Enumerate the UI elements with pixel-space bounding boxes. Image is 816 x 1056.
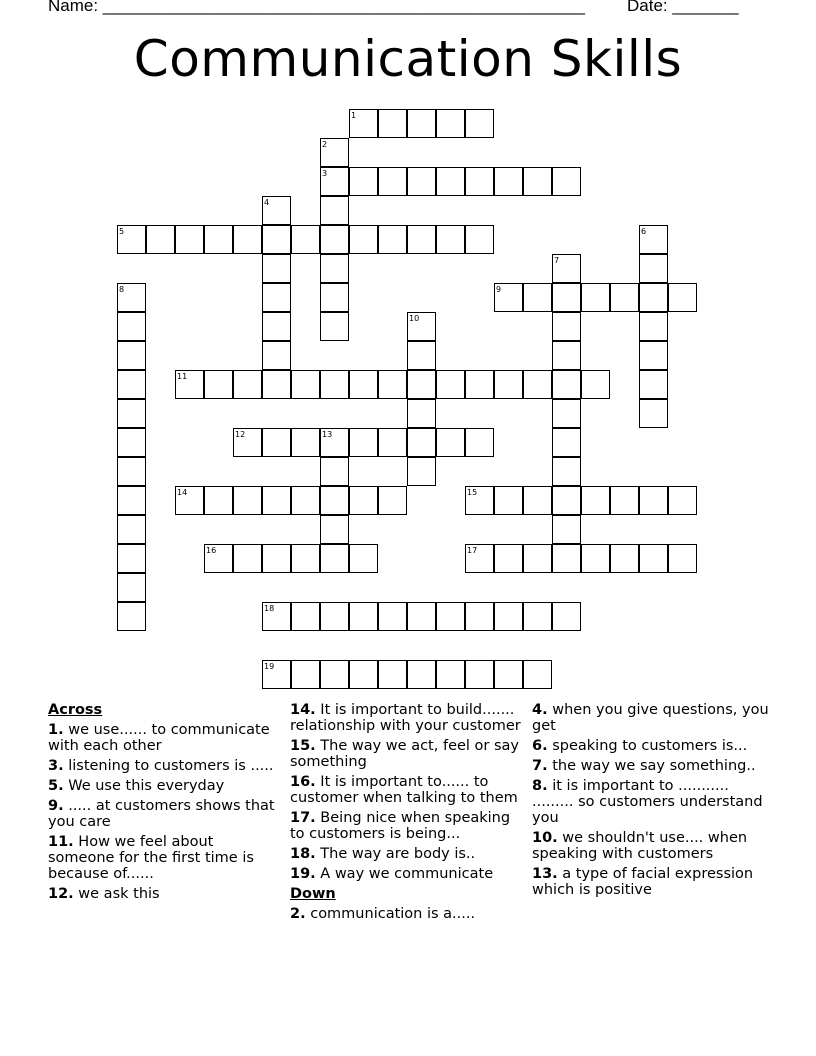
- crossword-cell[interactable]: [262, 428, 291, 457]
- across-clue: [48, 886, 280, 902]
- clue-text: The way are body is..: [315, 846, 476, 862]
- page-title: Communication Skills: [133, 30, 683, 88]
- crossword-cell[interactable]: [117, 486, 146, 515]
- crossword-cell[interactable]: [349, 486, 378, 515]
- clue-number: 6.: [532, 738, 548, 754]
- crossword-cell[interactable]: [407, 109, 436, 138]
- clue-text: A way we communicate: [315, 866, 494, 882]
- clue-number: 2.: [290, 906, 306, 922]
- crossword-cell[interactable]: [523, 660, 552, 689]
- crossword-cell[interactable]: [639, 254, 668, 283]
- across-clue: [290, 774, 528, 806]
- crossword-cell[interactable]: [378, 486, 407, 515]
- crossword-cell[interactable]: [407, 602, 436, 631]
- clue-number: 11.: [48, 834, 74, 850]
- crossword-cell[interactable]: [320, 660, 349, 689]
- crossword-cell[interactable]: [523, 544, 552, 573]
- clue-number: 13.: [532, 866, 558, 882]
- crossword-cell[interactable]: [262, 254, 291, 283]
- crossword-cell[interactable]: [291, 225, 320, 254]
- clue-text: It is important to build....... relationship with your customer: [290, 702, 521, 734]
- crossword-cell[interactable]: [552, 370, 581, 399]
- clue-text: the way we say something..: [547, 758, 756, 774]
- across-clue: [48, 722, 280, 754]
- clue-text: we use...... to communicate with each other: [48, 722, 270, 754]
- crossword-cell[interactable]: [349, 225, 378, 254]
- crossword-cell[interactable]: [552, 486, 581, 515]
- clue-text: a type of facial expression which is positive: [532, 866, 754, 898]
- crossword-cell[interactable]: [639, 341, 668, 370]
- name-field-label: Name: ___________________________________________________: [48, 0, 585, 15]
- crossword-cell[interactable]: [204, 225, 233, 254]
- crossword-cell[interactable]: [552, 399, 581, 428]
- crossword-cell[interactable]: [320, 225, 349, 254]
- clue-number-label: 1: [351, 111, 357, 120]
- crossword-cell[interactable]: [117, 370, 146, 399]
- crossword-cell[interactable]: [175, 225, 204, 254]
- clue-number: 14.: [290, 702, 316, 718]
- crossword-cell[interactable]: [117, 457, 146, 486]
- down-clue: [290, 906, 528, 922]
- crossword-cell[interactable]: [349, 370, 378, 399]
- crossword-cell[interactable]: [320, 544, 349, 573]
- crossword-cell[interactable]: [639, 283, 668, 312]
- clue-number: 9.: [48, 798, 64, 814]
- clue-number: 18.: [290, 846, 316, 862]
- crossword-cell[interactable]: [349, 167, 378, 196]
- crossword-cell[interactable]: [436, 370, 465, 399]
- clue-number: 15.: [290, 738, 316, 754]
- clue-number: 16.: [290, 774, 316, 790]
- crossword-cell[interactable]: [378, 428, 407, 457]
- crossword-cell[interactable]: [465, 660, 494, 689]
- down-clue: [532, 866, 772, 898]
- clue-number: 8.: [532, 778, 548, 794]
- crossword-cell[interactable]: [320, 283, 349, 312]
- date-field-label: Date: _______: [627, 0, 739, 15]
- crossword-cell[interactable]: [610, 486, 639, 515]
- crossword-cell[interactable]: [581, 370, 610, 399]
- crossword-cell[interactable]: [291, 370, 320, 399]
- crossword-cell[interactable]: [262, 370, 291, 399]
- crossword-cell[interactable]: [204, 486, 233, 515]
- crossword-cell[interactable]: [146, 225, 175, 254]
- clue-number-label: 18: [264, 604, 275, 613]
- crossword-cell[interactable]: [407, 428, 436, 457]
- clue-number: 4.: [532, 702, 548, 718]
- crossword-cell[interactable]: [610, 283, 639, 312]
- across-heading: Across: [48, 702, 103, 718]
- crossword-cell[interactable]: [581, 544, 610, 573]
- crossword-cell[interactable]: [349, 660, 378, 689]
- crossword-cell[interactable]: [436, 602, 465, 631]
- crossword-cell[interactable]: [523, 167, 552, 196]
- crossword-cell[interactable]: [436, 660, 465, 689]
- crossword-cell[interactable]: [291, 602, 320, 631]
- crossword-cell[interactable]: [117, 428, 146, 457]
- clue-text: speaking to customers is...: [547, 738, 748, 754]
- crossword-cell[interactable]: [668, 283, 697, 312]
- crossword-cell[interactable]: [610, 544, 639, 573]
- crossword-cell[interactable]: [407, 399, 436, 428]
- clue-number-label: 5: [119, 227, 125, 236]
- clue-number-label: 11: [177, 372, 188, 381]
- clue-number-label: 2: [322, 140, 328, 149]
- down-clue: [532, 758, 772, 774]
- crossword-cell[interactable]: [639, 486, 668, 515]
- clue-number-label: 7: [554, 256, 560, 265]
- crossword-cell[interactable]: [262, 544, 291, 573]
- across-clue: [48, 798, 280, 830]
- down-heading: Down: [290, 886, 336, 902]
- crossword-cell[interactable]: [233, 225, 262, 254]
- clue-text: communication is a.....: [305, 906, 476, 922]
- crossword-cell[interactable]: [349, 544, 378, 573]
- clue-text: we ask this: [73, 886, 160, 902]
- crossword-cell[interactable]: [639, 544, 668, 573]
- clue-number: 5.: [48, 778, 64, 794]
- crossword-cell[interactable]: [262, 312, 291, 341]
- crossword-cell[interactable]: [552, 515, 581, 544]
- clue-text: when you give questions, you get: [532, 702, 769, 734]
- crossword-cell[interactable]: [552, 544, 581, 573]
- crossword-cell[interactable]: [349, 602, 378, 631]
- across-clue: [48, 834, 280, 882]
- clue-column-2: [290, 702, 528, 926]
- down-clue: [532, 738, 772, 754]
- clue-text: we shouldn't use.... when speaking with customers: [532, 830, 748, 862]
- crossword-cell[interactable]: [233, 544, 262, 573]
- crossword-cell[interactable]: [552, 457, 581, 486]
- crossword-cell[interactable]: [494, 544, 523, 573]
- crossword-cell[interactable]: [320, 254, 349, 283]
- across-clue: [290, 846, 528, 862]
- down-clue: [532, 830, 772, 862]
- clue-number: 17.: [290, 810, 316, 826]
- clue-number-label: 14: [177, 488, 188, 497]
- down-clue: [532, 702, 772, 734]
- clue-text: it is important to ........... ......... so customers understand you: [532, 778, 763, 826]
- clue-number-label: 4: [264, 198, 270, 207]
- crossword-cell[interactable]: [552, 283, 581, 312]
- crossword-cell[interactable]: [552, 167, 581, 196]
- across-clue: [290, 810, 528, 842]
- clue-number-label: 17: [467, 546, 478, 555]
- crossword-cell[interactable]: [117, 399, 146, 428]
- crossword-cell[interactable]: [494, 370, 523, 399]
- crossword-cell[interactable]: [494, 486, 523, 515]
- crossword-cell[interactable]: [320, 515, 349, 544]
- crossword-cell[interactable]: [523, 370, 552, 399]
- crossword-cell[interactable]: [262, 486, 291, 515]
- crossword-cell[interactable]: [494, 602, 523, 631]
- clue-text: listening to customers is .....: [63, 758, 274, 774]
- clue-number: 12.: [48, 886, 74, 902]
- clue-text: ..... at customers shows that you care: [48, 798, 275, 830]
- crossword-cell[interactable]: [465, 109, 494, 138]
- crossword-cell[interactable]: [291, 428, 320, 457]
- clue-number-label: 12: [235, 430, 246, 439]
- clue-number: 10.: [532, 830, 558, 846]
- crossword-cell[interactable]: [320, 312, 349, 341]
- clue-number-label: 13: [322, 430, 333, 439]
- crossword-cell[interactable]: [436, 428, 465, 457]
- crossword-cell[interactable]: [117, 544, 146, 573]
- crossword-cell[interactable]: [117, 515, 146, 544]
- crossword-cell[interactable]: [378, 225, 407, 254]
- crossword-cell[interactable]: [581, 283, 610, 312]
- clue-number: 1.: [48, 722, 64, 738]
- crossword-cell[interactable]: [668, 486, 697, 515]
- crossword-cell[interactable]: [262, 341, 291, 370]
- clue-column-3: [532, 702, 772, 902]
- crossword-cell[interactable]: [639, 399, 668, 428]
- clue-column-1: [48, 702, 280, 906]
- across-clue: [48, 758, 280, 774]
- crossword-cell[interactable]: [523, 283, 552, 312]
- crossword-cell[interactable]: [581, 486, 610, 515]
- crossword-cell[interactable]: [117, 602, 146, 631]
- clue-text: We use this everyday: [63, 778, 225, 794]
- crossword-cell[interactable]: [291, 486, 320, 515]
- crossword-cell[interactable]: [320, 602, 349, 631]
- crossword-cell[interactable]: [465, 428, 494, 457]
- across-clue: [290, 738, 528, 770]
- crossword-cell[interactable]: [349, 428, 378, 457]
- across-clue: [290, 866, 528, 882]
- crossword-cell[interactable]: [639, 312, 668, 341]
- crossword-cell[interactable]: [465, 602, 494, 631]
- clue-text: How we feel about someone for the first time is because of......: [48, 834, 254, 882]
- crossword-cell[interactable]: [494, 167, 523, 196]
- crossword-cell[interactable]: [523, 486, 552, 515]
- crossword-cell[interactable]: [262, 225, 291, 254]
- crossword-cell[interactable]: [552, 602, 581, 631]
- clue-number-label: 19: [264, 662, 275, 671]
- crossword-cell[interactable]: [407, 225, 436, 254]
- clue-number-label: 15: [467, 488, 478, 497]
- crossword-cell[interactable]: [117, 312, 146, 341]
- down-clue: [532, 778, 772, 826]
- crossword-cell[interactable]: [407, 660, 436, 689]
- crossword-cell[interactable]: [523, 602, 552, 631]
- crossword-cell[interactable]: [436, 109, 465, 138]
- across-clue: [48, 778, 280, 794]
- crossword-cell[interactable]: [407, 370, 436, 399]
- crossword-cell[interactable]: [436, 225, 465, 254]
- clue-number: 19.: [290, 866, 316, 882]
- crossword-cell[interactable]: [552, 428, 581, 457]
- crossword-cell[interactable]: [494, 660, 523, 689]
- crossword-cell[interactable]: [465, 225, 494, 254]
- clue-number: 3.: [48, 758, 64, 774]
- clue-number: 7.: [532, 758, 548, 774]
- clue-number-label: 10: [409, 314, 420, 323]
- clue-number-label: 16: [206, 546, 217, 555]
- crossword-cell[interactable]: [378, 167, 407, 196]
- crossword-cell[interactable]: [204, 370, 233, 399]
- across-clue: [290, 702, 528, 734]
- crossword-cell[interactable]: [291, 660, 320, 689]
- clue-text: Being nice when speaking to customers is being...: [290, 810, 511, 842]
- clue-number-label: 6: [641, 227, 647, 236]
- crossword-cell[interactable]: [407, 457, 436, 486]
- crossword-cell[interactable]: [320, 457, 349, 486]
- crossword-cell[interactable]: [378, 602, 407, 631]
- crossword-cell[interactable]: [320, 486, 349, 515]
- crossword-cell[interactable]: [639, 370, 668, 399]
- crossword-cell[interactable]: [320, 196, 349, 225]
- crossword-cell[interactable]: [262, 283, 291, 312]
- crossword-cell[interactable]: [465, 167, 494, 196]
- crossword-cell[interactable]: [465, 370, 494, 399]
- clue-number-label: 3: [322, 169, 328, 178]
- clue-number-label: 8: [119, 285, 125, 294]
- crossword-cell[interactable]: [378, 370, 407, 399]
- clue-text: The way we act, feel or say something: [290, 738, 520, 770]
- clue-number-label: 9: [496, 285, 502, 294]
- crossword-cell[interactable]: [233, 370, 262, 399]
- crossword-cell[interactable]: [378, 109, 407, 138]
- clue-text: It is important to...... to customer when talking to them: [290, 774, 518, 806]
- crossword-cell[interactable]: [117, 573, 146, 602]
- crossword-cell[interactable]: [552, 312, 581, 341]
- crossword-cell[interactable]: [552, 341, 581, 370]
- crossword-cell[interactable]: [407, 167, 436, 196]
- crossword-cell[interactable]: [668, 544, 697, 573]
- crossword-cell[interactable]: [233, 486, 262, 515]
- crossword-cell[interactable]: [291, 544, 320, 573]
- crossword-cell[interactable]: [117, 341, 146, 370]
- crossword-cell[interactable]: [378, 660, 407, 689]
- crossword-cell[interactable]: [320, 370, 349, 399]
- crossword-cell[interactable]: [407, 341, 436, 370]
- crossword-cell[interactable]: [436, 167, 465, 196]
